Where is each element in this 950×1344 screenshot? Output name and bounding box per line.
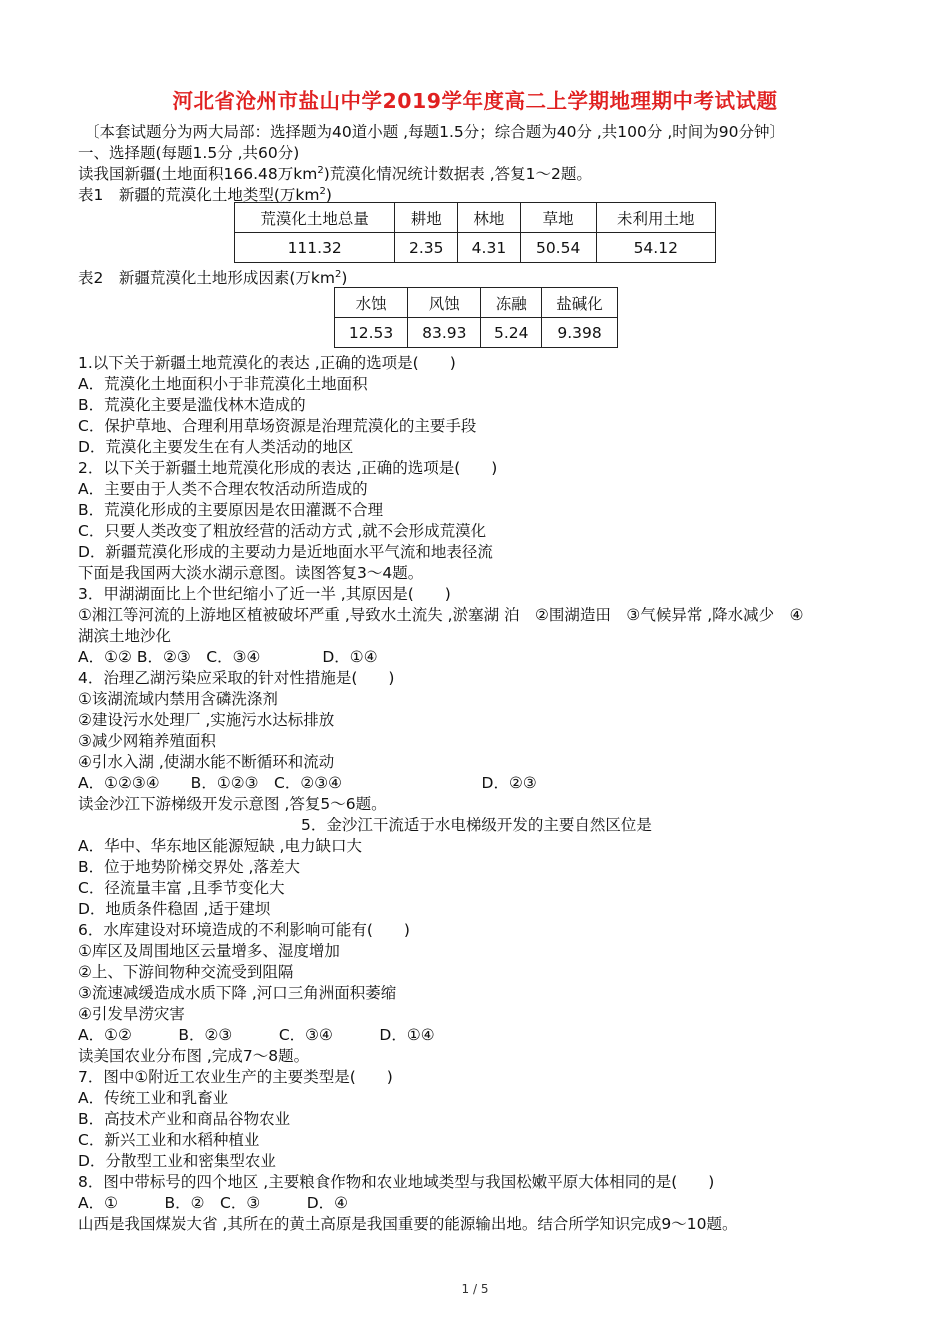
superscript: 2 xyxy=(335,268,342,280)
table1-land-types xyxy=(234,202,716,263)
question-line: A．荒漠化土地面积小于非荒漠化土地面积 xyxy=(78,375,368,393)
table-cell: 2.35 xyxy=(395,233,458,263)
question-line: A．主要由于人类不合理农牧活动所造成的 xyxy=(78,480,368,498)
question-line: B．高技术产业和商品谷物农业 xyxy=(78,1110,291,1128)
table-header-cell: 盐碱化 xyxy=(542,288,618,318)
table-cell: 9.398 xyxy=(542,318,618,348)
table-cell: 54.12 xyxy=(596,233,716,263)
question-line: 7．图中①附近工农业生产的主要类型是( ) xyxy=(78,1068,393,1086)
question-line: A．① B．② C．③ D．④ xyxy=(78,1194,349,1212)
superscript: 2 xyxy=(317,164,324,176)
question-line: D．地质条件稳固 ,适于建坝 xyxy=(78,900,271,918)
question-line: A．①② B．②③ C．③④ D．①④ xyxy=(78,1026,435,1044)
table-header-cell: 水蚀 xyxy=(335,288,408,318)
question-line: ①库区及周围地区云量增多、湿度增加 xyxy=(78,942,340,960)
lead-text: )荒漠化情况统计数据表 ,答复1～2题。 xyxy=(323,165,592,183)
table-header-cell: 耕地 xyxy=(395,203,458,233)
exam-intro: 〔本套试题分为两大局部：选择题为40道小题 ,每题1.5分；综合题为40分 ,共100分 ,时间为90分钟〕 xyxy=(84,123,785,141)
caption-text: ) xyxy=(325,186,332,204)
table2-formation-factors xyxy=(334,287,618,348)
question-line: 5．金沙江干流适于水电梯级开发的主要自然区位是 xyxy=(301,816,652,834)
superscript: 2 xyxy=(319,185,326,197)
document-title: 河北省沧州市盐山中学2019学年度高二上学期地理期中考试试题 xyxy=(172,89,778,113)
table-header-cell: 林地 xyxy=(458,203,521,233)
question-line: B．荒漠化主要是滥伐林木造成的 xyxy=(78,396,306,414)
question-line: 山西是我国煤炭大省 ,其所在的黄土高原是我国重要的能源输出地。结合所学知识完成9～10题。 xyxy=(78,1215,738,1233)
question-line: A．华中、华东地区能源短缺 ,电力缺口大 xyxy=(78,837,362,855)
table-header-cell: 荒漠化土地总量 xyxy=(235,203,395,233)
question-line: 3．甲湖湖面比上个世纪缩小了近一半 ,其原因是( ) xyxy=(78,585,451,603)
table-cell: 4.31 xyxy=(458,233,521,263)
table-cell: 50.54 xyxy=(520,233,596,263)
question-line: A．①② B．②③ C．③④ D．①④ xyxy=(78,648,378,666)
question-line: ④引发旱涝灾害 xyxy=(78,1005,185,1023)
section-heading: 一、选择题(每题1.5分 ,共60分) xyxy=(78,144,300,162)
caption-text: ) xyxy=(341,269,348,287)
table2-caption xyxy=(78,268,347,288)
question-line: B．荒漠化形成的主要原因是农田灌溉不合理 xyxy=(78,501,384,519)
question-line: D．分散型工业和密集型农业 xyxy=(78,1152,276,1170)
question-line: 湖滨土地沙化 xyxy=(78,627,172,645)
table-row xyxy=(335,318,618,348)
table-header-cell: 草地 xyxy=(520,203,596,233)
lead-text: 读我国新疆(土地面积166.48万km xyxy=(78,165,318,183)
question-line: ①湘江等河流的上游地区植被破坏严重 ,导致水土流失 ,淤塞湖 泊 ②围湖造田 ③气候异常 ,降水减少 ④ xyxy=(78,606,804,624)
question-line: D．新疆荒漠化形成的主要动力是近地面水平气流和地表径流 xyxy=(78,543,493,561)
question-line: 6．水库建设对环境造成的不利影响可能有( ) xyxy=(78,921,410,939)
table-header-row xyxy=(235,203,716,233)
question-line: ③流速减缓造成水质下降 ,河口三角洲面积萎缩 xyxy=(78,984,397,1002)
question-line: B．位于地势阶梯交界处 ,落差大 xyxy=(78,858,300,876)
table-cell: 5.24 xyxy=(481,318,542,348)
table-cell: 83.93 xyxy=(408,318,481,348)
question-line: ②上、下游间物种交流受到阻隔 xyxy=(78,963,294,981)
caption-text: 表1 新疆的荒漠化土地类型(万km xyxy=(78,186,320,204)
table-header-row xyxy=(335,288,618,318)
table-header-cell: 风蚀 xyxy=(408,288,481,318)
question-line: ②建设污水处理厂 ,实施污水达标排放 xyxy=(78,711,335,729)
question-line: 4．治理乙湖污染应采取的针对性措施是( ) xyxy=(78,669,395,687)
question-line: 8．图中带标号的四个地区 ,主要粮食作物和农业地域类型与我国松嫩平原大体相同的是( ) xyxy=(78,1173,715,1191)
question-line: A．①②③④ B．①②③ C．②③④ D．②③ xyxy=(78,774,537,792)
question-line: D．荒漠化主要发生在有人类活动的地区 xyxy=(78,438,354,456)
table-cell: 12.53 xyxy=(335,318,408,348)
question-line: ④引水入湖 ,使湖水能不断循环和流动 xyxy=(78,753,335,771)
question-line: 2．以下关于新疆土地荒漠化形成的表达 ,正确的选项是( ) xyxy=(78,459,498,477)
question-line: ③减少网箱养殖面积 xyxy=(78,732,216,750)
table-cell: 111.32 xyxy=(235,233,395,263)
question-line: 下面是我国两大淡水湖示意图。读图答复3～4题。 xyxy=(78,564,424,582)
page-number: 1 / 5 xyxy=(461,1282,489,1296)
question-line: 读金沙江下游梯级开发示意图 ,答复5～6题。 xyxy=(78,795,387,813)
question-line: C．新兴工业和水稻种植业 xyxy=(78,1131,260,1149)
question-line: C．只要人类改变了粗放经营的活动方式 ,就不会形成荒漠化 xyxy=(78,522,487,540)
question-line: C．径流量丰富 ,且季节变化大 xyxy=(78,879,285,897)
table-header-cell: 未利用土地 xyxy=(596,203,716,233)
table-row xyxy=(235,233,716,263)
question-line: A．传统工业和乳畜业 xyxy=(78,1089,229,1107)
question-lead-1-2 xyxy=(78,164,592,184)
question-line: 读美国农业分布图 ,完成7～8题。 xyxy=(78,1047,310,1065)
question-line: C．保护草地、合理利用草场资源是治理荒漠化的主要手段 xyxy=(78,417,477,435)
caption-text: 表2 新疆荒漠化土地形成因素(万km xyxy=(78,269,335,287)
question-line: 1.以下关于新疆土地荒漠化的表达 ,正确的选项是( ) xyxy=(78,354,456,372)
table-header-cell: 冻融 xyxy=(481,288,542,318)
question-line: ①该湖流域内禁用含磷洗涤剂 xyxy=(78,690,278,708)
